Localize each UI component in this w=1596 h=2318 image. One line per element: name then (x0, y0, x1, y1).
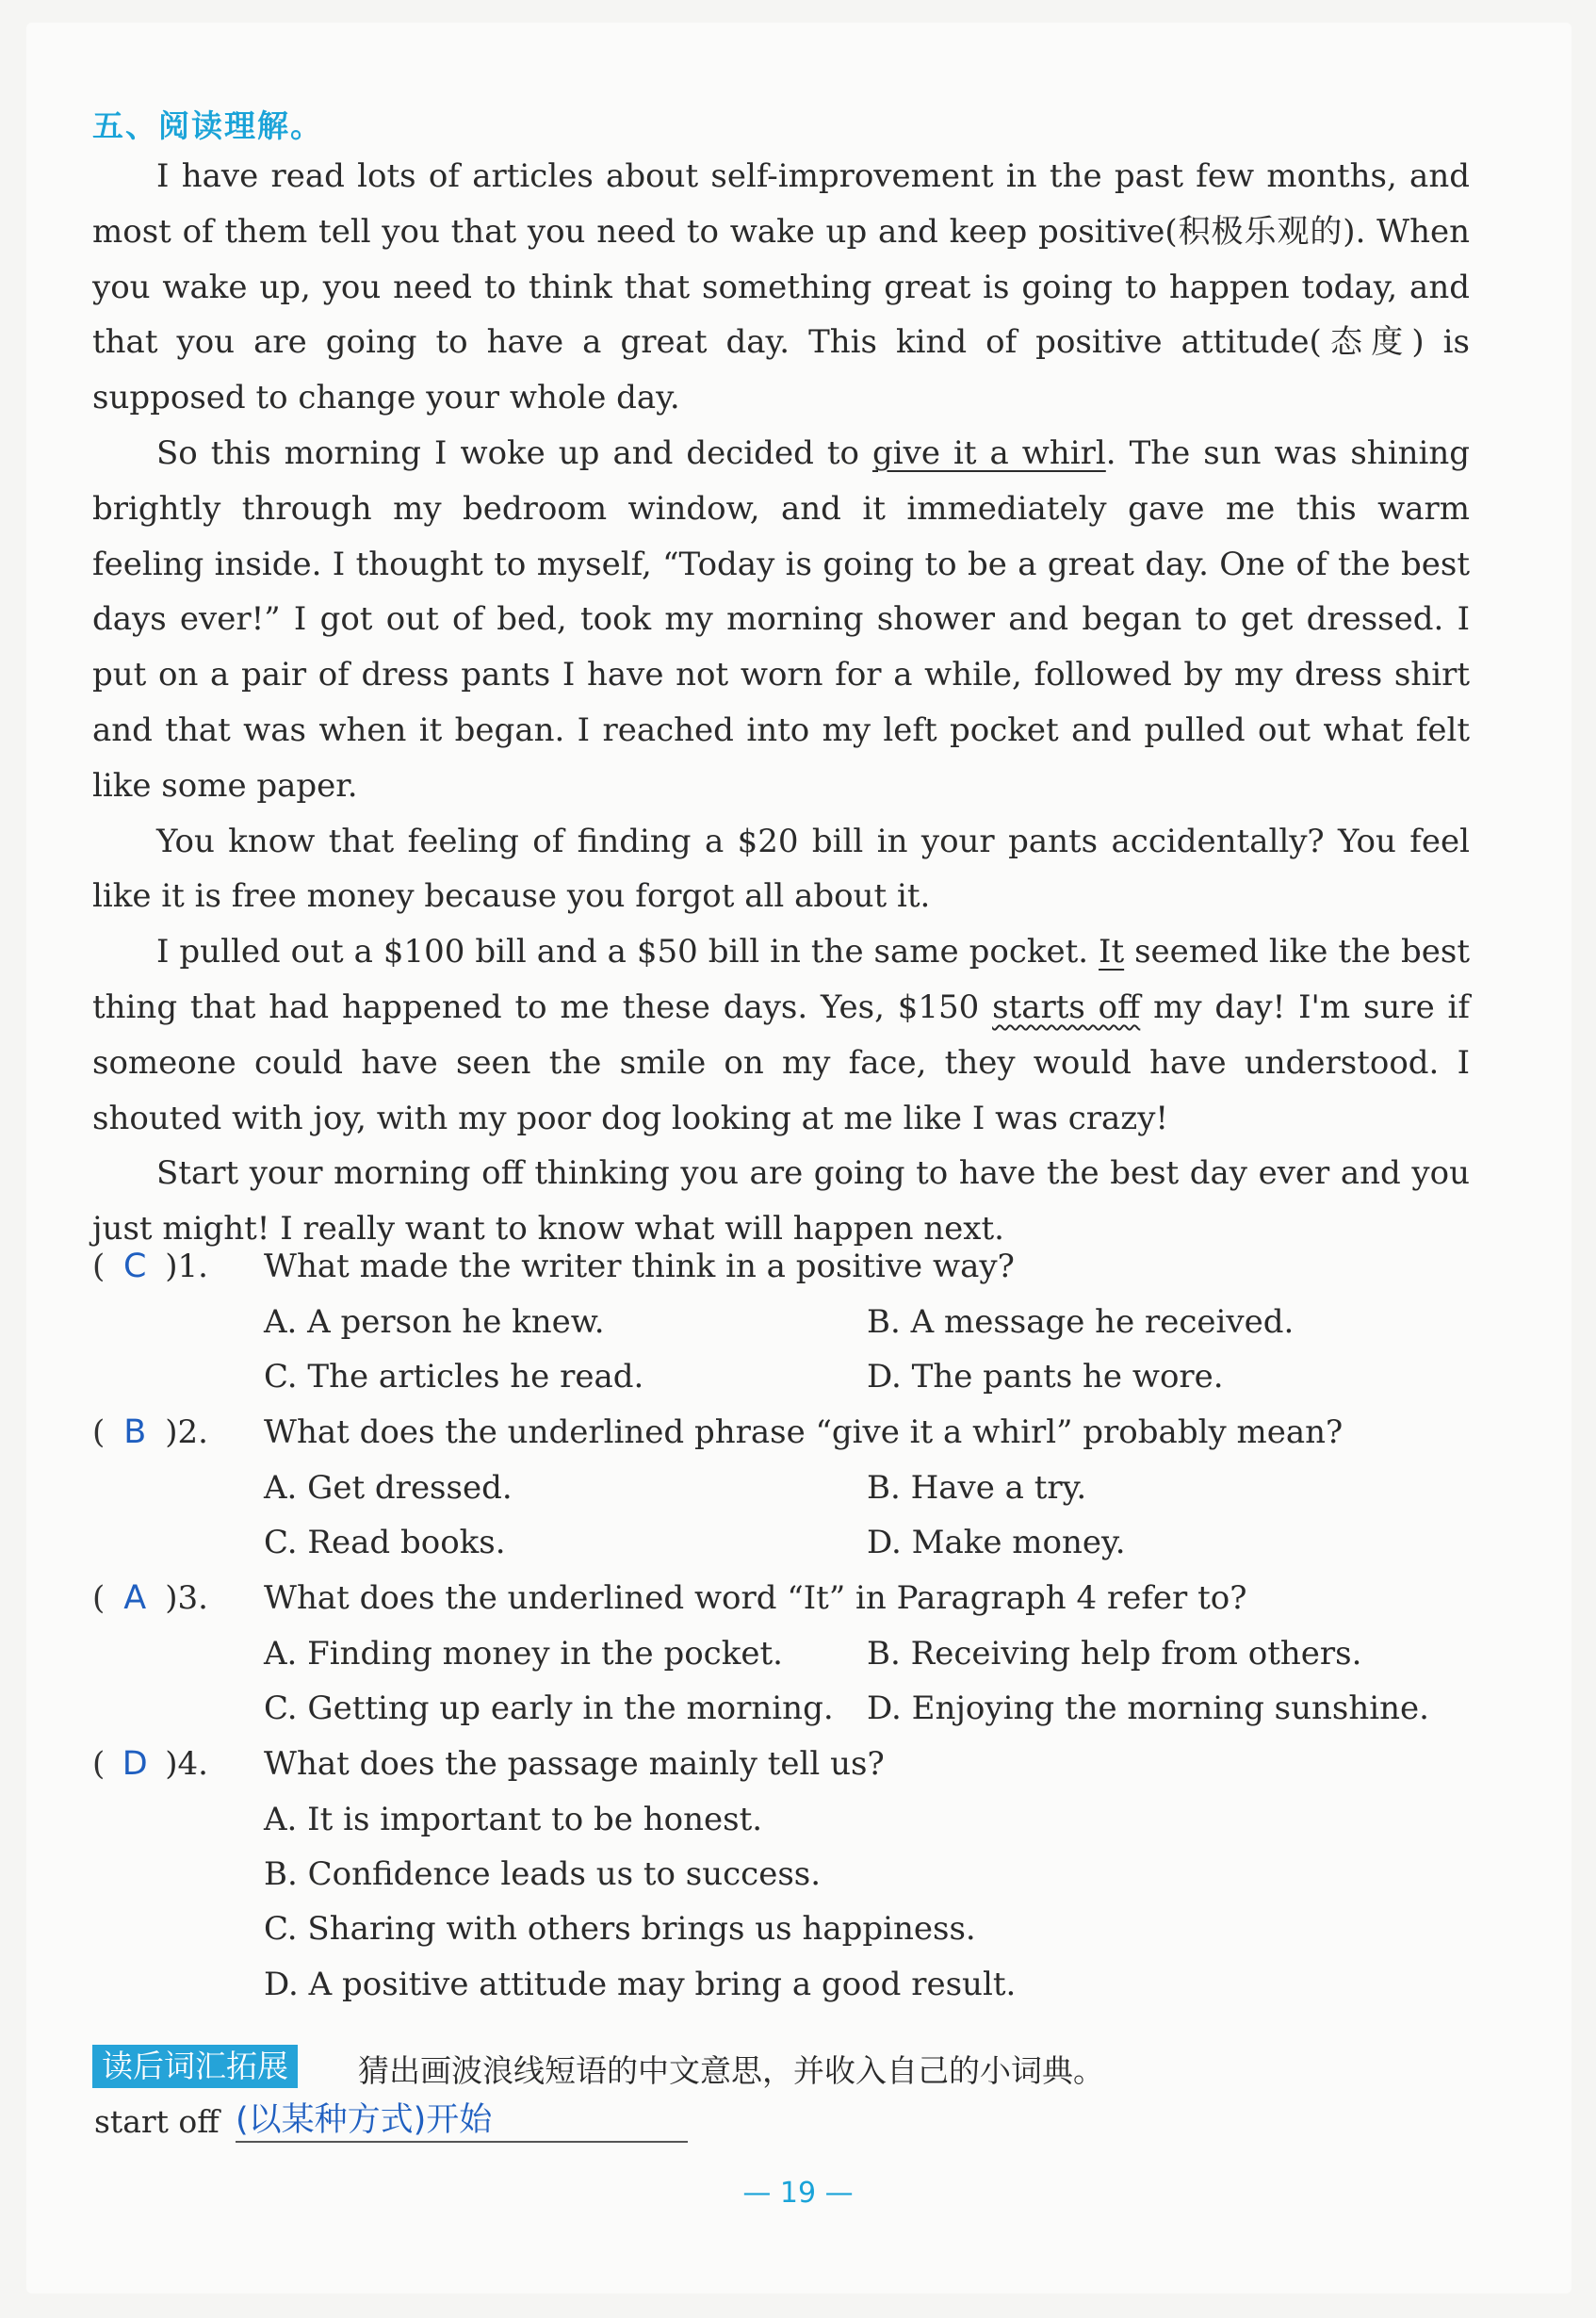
option: C. Sharing with others brings us happiness. (264, 1910, 976, 1948)
question-1-text: What made the writer think in a positive way? (264, 1248, 1015, 1285)
question-2: ( B )2. What does the underlined phrase “give it a whirl” probably mean? (92, 1413, 1344, 1451)
option: C. The articles he read. (264, 1358, 644, 1396)
underlined-word-it: It (1099, 933, 1125, 971)
section-title: 五、阅读理解。 (92, 107, 323, 144)
option: B. A message he received. (867, 1303, 1295, 1341)
reading-passage (92, 149, 1470, 1257)
option: C. Getting up early in the morning. (264, 1690, 834, 1727)
answer-1: C (123, 1248, 147, 1285)
wavy-phrase-starts-off: starts off (992, 988, 1141, 1026)
underlined-phrase-give-it-a-whirl: give it a whirl (871, 433, 1106, 472)
option: D. The pants he wore. (867, 1358, 1224, 1396)
paragraph-4: I pulled out a $100 bill and a $50 bill in the same pocket. It seemed like the best thing that had happened to me these days. Yes, $150 starts off my day! I'm sure if someone could have seen the smile on my face, they would have understood. I shouted with joy, with my poor dog looking at me like I was crazy! (92, 933, 1470, 1137)
option: A. It is important to be honest. (264, 1801, 763, 1838)
option: B. Receiving help from others. (867, 1635, 1362, 1673)
question-4: ( D )4. What does the passage mainly tell us? (92, 1745, 885, 1783)
option: A. A person he knew. (264, 1303, 605, 1341)
vocab-phrase: start off (94, 2103, 220, 2140)
question-3-text: What does the underlined word “It” in Paragraph 4 refer to? (264, 1579, 1247, 1617)
answer-4: D (122, 1745, 148, 1783)
option: D. Enjoying the morning sunshine. (867, 1690, 1429, 1727)
question-3: ( A )3. What does the underlined word “It” in Paragraph 4 refer to? (92, 1579, 1247, 1617)
paragraph-3: You know that feeling of finding a $20 bill in your pants accidentally? You feel like it is free money because you forgot all about it. (92, 822, 1470, 916)
page-number: — 19 — (742, 2177, 854, 2210)
question-2-text: What does the underlined phrase “give it a whirl” probably mean? (264, 1413, 1344, 1451)
option: D. A positive attitude may bring a good result. (264, 1966, 1017, 2003)
answer-2: B (123, 1413, 147, 1451)
question-4-text: What does the passage mainly tell us? (264, 1745, 885, 1783)
option: A. Finding money in the pocket. (264, 1635, 783, 1673)
option: A. Get dressed. (264, 1469, 513, 1507)
vocab-instruction: 猜出画波浪线短语的中文意思，并收入自己的小词典。 (358, 2052, 1104, 2089)
answer-3: A (123, 1579, 147, 1617)
paragraph-5: Start your morning off thinking you are going to have the best day ever and you just might! I really want to know what will happen next. (92, 1154, 1470, 1249)
option: B. Confidence leads us to success. (264, 1855, 822, 1893)
paragraph-2: So this morning I woke up and decided to give it a whirl. The sun was shining brightly through my bedroom window, and it immediately gave me this warm feeling inside. I thought to myself, “Today is going to be a great day. One of the best days ever!” I got out of bed, took my morning shower and began to get dressed. I put on a pair of dress pants I have not worn for a while, followed by my dress shirt and that was when it began. I reached into my left pocket and pulled out what felt like some paper. (92, 433, 1471, 805)
option: B. Have a try. (867, 1469, 1087, 1507)
vocab-extension-tag: 读后词汇拓展 (92, 2045, 298, 2088)
paragraph-1: I have read lots of articles about self-improvement in the past few months, and most of them tell you that you need to wake up and keep positive(积极乐观的). When you wake up, you need to think that something great is going to happen today, and that you are going to have a great day. This kind of positive attitude(态度) is supposed to change your whole day. (92, 157, 1470, 417)
option: D. Make money. (867, 1524, 1126, 1561)
option: C. Read books. (264, 1524, 506, 1561)
vocab-answer-blank: (以某种方式)开始 (236, 2094, 688, 2143)
question-1: ( C )1. What made the writer think in a positive way? (92, 1248, 1015, 1285)
